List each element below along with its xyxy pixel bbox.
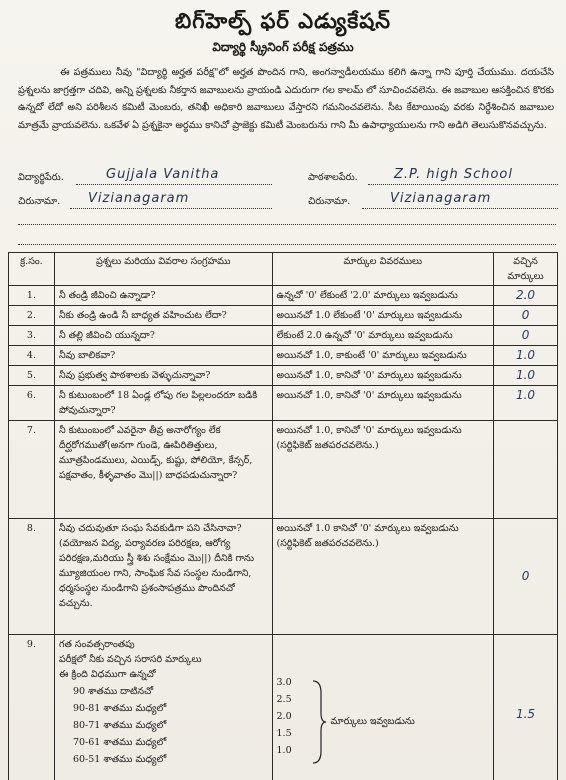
school-address-line bbox=[362, 208, 558, 209]
question-text: నీ కుటుంబంలో ఎవరైనా తీవ్ర అనారోగ్యం లేక దీర్ఘరోగముతో(అనగా గుండె, ఊపిరితిత్తులు, మూత్రపిండములు, ఎయిడ్స్, కుష్టు, పోలియో, కేన్సర్, పక్షవాతం, కీళ్ళవాతం మొ||) బాధపడుచున్నారా? bbox=[54, 421, 272, 519]
address-row bbox=[18, 191, 558, 212]
page-subtitle: విద్యార్థి స్క్రీనింగ్ పరీక్ష పత్రము bbox=[212, 40, 354, 54]
student-address-value[interactable]: Vizianagaram bbox=[88, 191, 190, 206]
student-address-line bbox=[70, 208, 272, 209]
marks-scored[interactable]: 2.0 bbox=[494, 286, 558, 306]
table-row bbox=[9, 519, 558, 635]
grade-points-list bbox=[277, 675, 307, 760]
table-row bbox=[9, 366, 558, 386]
school-name-line bbox=[368, 184, 558, 185]
question-text: నీ కుటుంబంలో 18 ఏండ్ల లోపు గల పిల్లలందరూ బడికి పోవుచున్నారా? bbox=[54, 386, 272, 421]
column-header-marks-scored: వచ్చిన మార్కులు bbox=[494, 253, 558, 286]
question-line: ఈ క్రింది విధముగా ఉన్నచో bbox=[58, 669, 156, 680]
student-name-value[interactable]: Gujjala Vanitha bbox=[106, 167, 220, 182]
marks-details: అయినచో 1.0, కాకుంటే '0' మార్కులు ఇవ్వబడును bbox=[272, 346, 494, 366]
grade-range-list bbox=[59, 684, 268, 769]
school-address-label: చిరునామా. bbox=[308, 196, 351, 207]
grade-range: 70-61 శాతము మధ్యలో bbox=[72, 737, 167, 748]
row-number: 4. bbox=[9, 346, 55, 366]
grade-range: 90-81 శాతము మధ్యలో bbox=[72, 703, 167, 714]
question-text bbox=[54, 635, 272, 780]
question-text: నీకు తండ్రి ఉండి నీ బాధ్యత వహించుట లేదా? bbox=[54, 306, 272, 326]
page-title: బిగ్‌హెల్ప్ ఫర్ ఎడ్యుకేషన్ bbox=[175, 8, 391, 33]
marks-scored[interactable] bbox=[494, 421, 558, 519]
marks-details: అయినచో 1.0, కానిచో '0' మార్కులు ఇవ్వబడును bbox=[272, 366, 494, 386]
marks-scored[interactable]: 1.0 bbox=[494, 346, 558, 366]
student-address-label: చిరునామా. bbox=[18, 196, 61, 207]
table-row bbox=[9, 386, 558, 421]
marks-scored[interactable]: 0 bbox=[494, 519, 558, 635]
grade-points: 2.0 bbox=[276, 711, 292, 722]
address-blank-line bbox=[18, 224, 556, 225]
grade-points: 1.0 bbox=[276, 745, 292, 756]
grade-points: 1.5 bbox=[276, 728, 292, 739]
marks-scored[interactable]: 0 bbox=[494, 306, 558, 326]
table-row bbox=[9, 306, 558, 326]
grade-points: 2.5 bbox=[276, 694, 292, 705]
question-text: నీవు బాలికవా? bbox=[54, 346, 272, 366]
row-number: 3. bbox=[9, 326, 55, 346]
question-line: పరీక్షలో నీకు వచ్చిన సరాసరి మార్కులు bbox=[58, 654, 202, 665]
marks-scored[interactable]: 1.5 bbox=[494, 635, 558, 780]
marks-details: అయినచో 1.0, కానిచో '0' మార్కులు ఇవ్వబడును (సర్టిఫికెట్ జతపరచవలెను.) bbox=[272, 421, 494, 519]
grade-range: 80-71 శాతము మధ్యలో bbox=[72, 720, 167, 731]
grade-range: 60-51 శాతము మధ్యలో bbox=[72, 754, 167, 765]
grade-marks-label: మార్కులు ఇవ్వబడును bbox=[330, 716, 415, 727]
school-address-value[interactable]: Vizianagaram bbox=[390, 191, 492, 206]
row-number: 8. bbox=[9, 519, 55, 635]
table-row bbox=[9, 346, 558, 366]
student-name-line bbox=[76, 184, 272, 185]
name-school-row bbox=[18, 167, 558, 188]
marks-details: అయినచో 1.0 లేకుంటే '0' మార్కులు ఇవ్వబడును bbox=[272, 306, 494, 326]
screening-question-table bbox=[8, 252, 558, 780]
column-header-marks-details: మార్కుల వివరములు bbox=[272, 253, 494, 286]
question-text: నీ తండ్రి జీవించి ఉన్నాడా? bbox=[54, 286, 272, 306]
table-row bbox=[9, 635, 558, 780]
marks-details bbox=[272, 635, 494, 780]
marks-details: లేకుంటే 2.0 ఉన్నచో '0' మార్కులు ఇవ్వబడును bbox=[272, 326, 494, 346]
school-name-label: పాఠశాలపేరు. bbox=[308, 172, 358, 183]
marks-details: ఉన్నచో '0' లేకుంటే '2.0' మార్కులు ఇవ్వబడును bbox=[272, 286, 494, 306]
address-blank-line bbox=[18, 244, 556, 245]
marks-scored[interactable]: 1.0 bbox=[494, 366, 558, 386]
row-number: 6. bbox=[9, 386, 55, 421]
student-name-label: విద్యార్థిపేరు. bbox=[18, 172, 64, 183]
curly-brace-icon bbox=[311, 679, 327, 765]
grade-range: 90 శాతము దాటినచో bbox=[72, 686, 154, 697]
row-number: 2. bbox=[9, 306, 55, 326]
grade-points: 3.0 bbox=[276, 677, 292, 688]
row-number: 9. bbox=[9, 635, 55, 780]
table-row bbox=[9, 326, 558, 346]
table-header-row bbox=[9, 253, 558, 286]
column-header-question: ప్రశ్నలు మరియు వివరాల సంగ్రహము bbox=[54, 253, 272, 286]
marks-details: అయినచో 1.0, కానిచో '0' మార్కులు ఇవ్వబడును bbox=[272, 386, 494, 421]
marks-scored[interactable]: 0 bbox=[494, 326, 558, 346]
column-header-serial: క్ర.సం. bbox=[9, 253, 55, 286]
row-number: 5. bbox=[9, 366, 55, 386]
table-row bbox=[9, 421, 558, 519]
instructions-text: ఈ పత్రములు నీవు "విద్యార్థి అర్హత పరీక్ష"లో అర్హత పొందిన గాని, అంగన్వాడీలయము కలిగి ఉన్నా గాని పూర్తి చేయుము. దయచేసి ప్రశ్నలను జాగ్రత్తగా చదివి, అన్ని ప్రశ్నలకు నీకర్తాన జవాబులను వ్రాయండి ఎదురుగా గల కాలమ్ లో సూచించవలెను. ఈ జవాబుల ఆసక్తించిన కొరకు ఉన్నదో లేదో అని పరిశీలన కమిటీ మెంబరు, తనిఖీ అధికారి జవాబులు వేస్తారని గమనించవలెను. సీట కేటాయింపు వరకు నిర్ధేశించిన జవాబుల మాత్రమే వ్రాయవలెను. ఒకవేళ ఏ ప్రశ్నకైనా అర్థము కానిచో ప్రాజెక్టు కమిటీ మెంబరును గాని మీ ఉపాధ్యాయులను గాని అడిగి తెలుసుకొనవచ్చును. bbox=[18, 67, 554, 131]
marks-scored[interactable]: 1.0 bbox=[494, 386, 558, 421]
marks-details: అయినచో 1.0 కానిచో '0' మార్కులు ఇవ్వబడును (సర్టిఫికెట్ జతపరచవలెను.) bbox=[272, 519, 494, 635]
question-text: నీవు చదువుతూ సంఘ సేవకుడిగా పని చేసినావా? (వయోజన విద్య, పర్యావరణ పరిరక్షణ, ఆరోగ్య పరిరక్షణ,మరియు స్త్రీ శిశు సంక్షేమం మొ||) దీనికి గాను మ్యూజియంల గాని, సాంఘిక సేవ సంస్థల నుండిగాని, ధర్మసంస్థల నుండిగాని ప్రశంసాపత్రము పొందినచో వచ్చును. bbox=[54, 519, 272, 635]
school-name-value[interactable]: Z.P. high School bbox=[394, 167, 513, 182]
question-text: నీ తల్లి జీవించి యున్నదా? bbox=[54, 326, 272, 346]
row-number: 1. bbox=[9, 286, 55, 306]
instructions-paragraph bbox=[18, 64, 554, 134]
question-text: నీవు ప్రభుత్వ పాఠశాలకు వెళ్ళుచున్నావా? bbox=[54, 366, 272, 386]
table-row bbox=[9, 286, 558, 306]
question-line: గత సంవత్సరాంతపు bbox=[58, 639, 135, 650]
row-number: 7. bbox=[9, 421, 55, 519]
